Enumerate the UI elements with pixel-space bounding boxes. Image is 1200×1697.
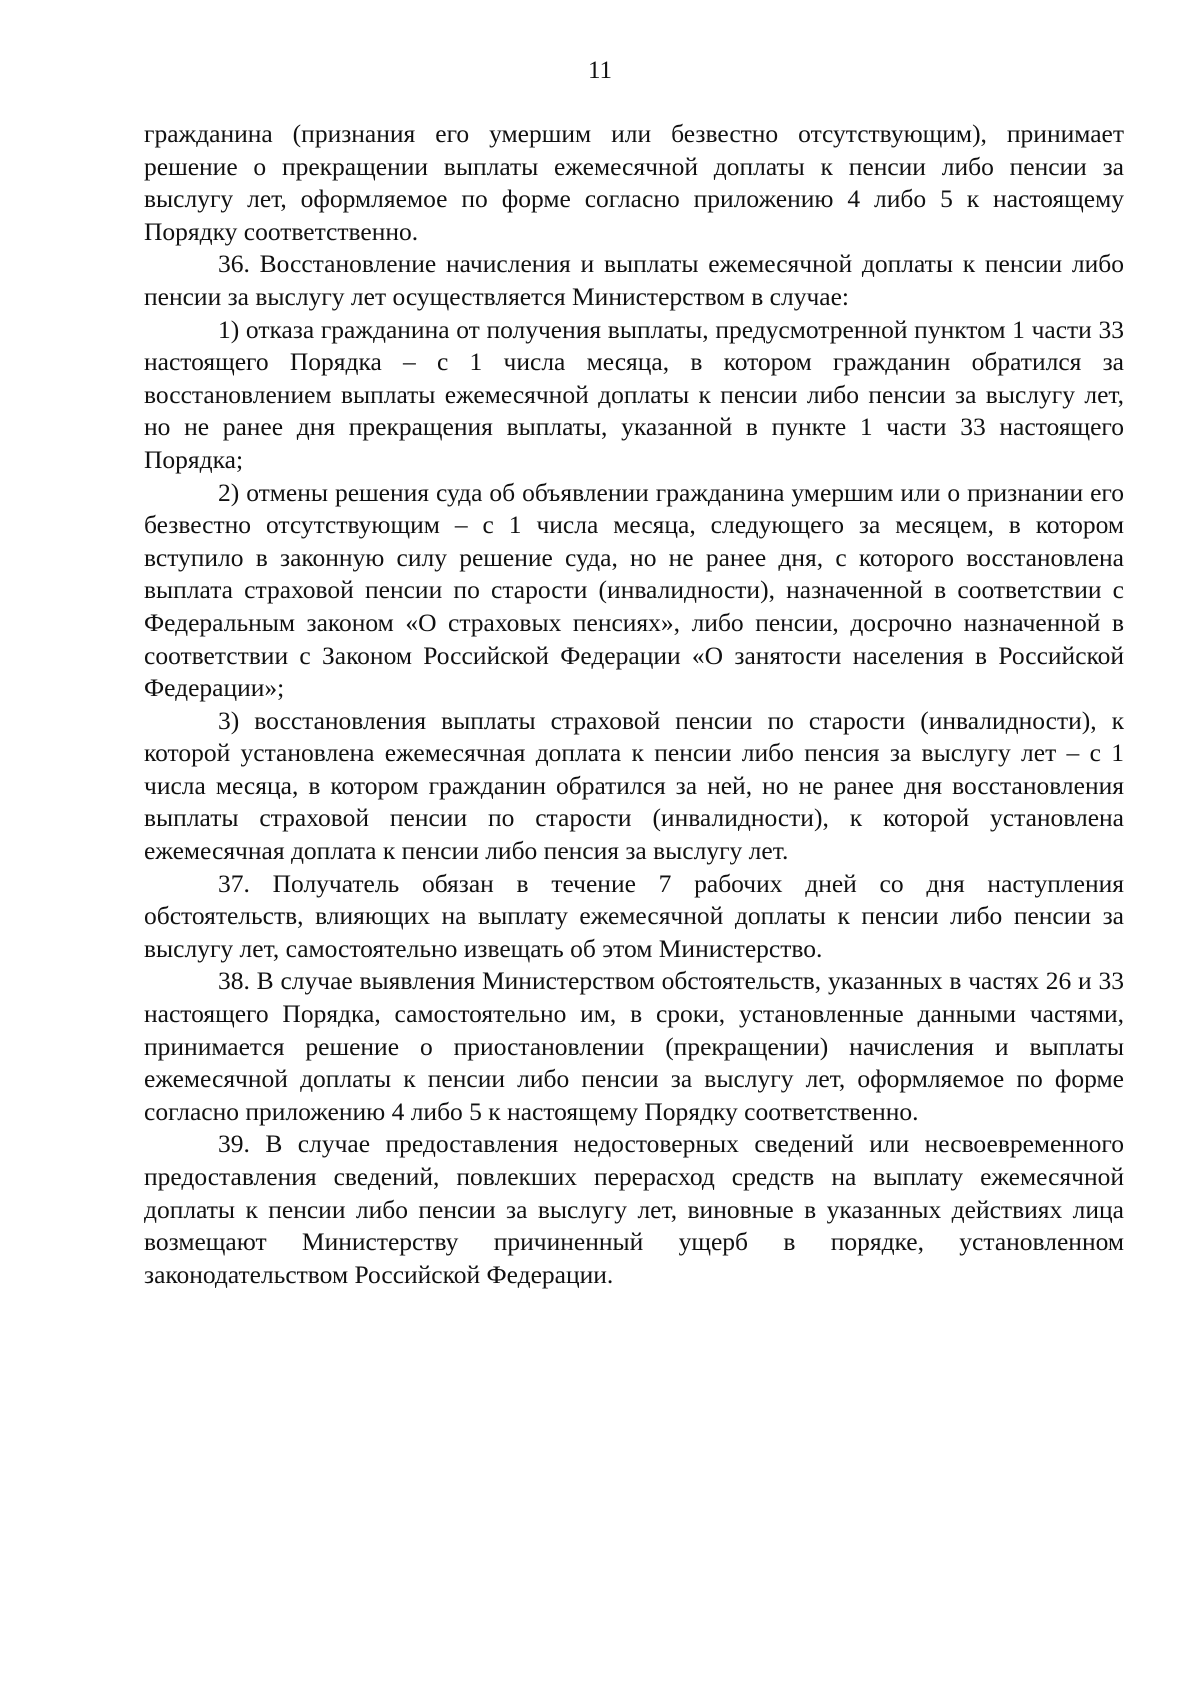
- paragraph-continuation: гражданина (признания его умершим или безвестно отсутствующим), принимает решение о прекращении выплаты ежемесячной доплаты к пенсии либо пенсии за выслугу лет, оформляемое по форме согласно приложению 4 либо 5 к настоящему Порядку соответственно.: [144, 119, 1124, 246]
- paragraph-37: 37. Получатель обязан в течение 7 рабочих дней со дня наступления обстоятельств, влияющих на выплату ежемесячной доплаты к пенсии либо пенсии за выслугу лет, самостоятельно извещать об этом Министерство.: [144, 868, 1124, 963]
- paragraph-38: 38. В случае выявления Министерством обстоятельств, указанных в частях 26 и 33 настоящего Порядка, самостоятельно им, в сроки, установленные данными частями, принимается решение о приостановлении (прекращении) начисления и выплаты ежемесячной доплаты к пенсии либо пенсии за выслугу лет, оформляемое по форме согласно приложению 4 либо 5 к настоящему Порядку соответственно.: [144, 966, 1124, 1126]
- paragraph-39: 39. В случае предоставления недостоверных сведений или несвоевременного предоставления сведений, повлекших перерасход средств на выплату ежемесячной доплаты к пенсии либо пенсии за выслугу лет, виновные в указанных действиях лица возмещают Министерству причиненный ущерб в порядке, установленном законодательством Российской Федерации.: [144, 1129, 1124, 1289]
- page-number: 11: [587, 57, 613, 84]
- paragraph-36-item-2: 2) отмены решения суда об объявлении гражданина умершим или о признании его безвестно отсутствующим – с 1 числа месяца, следующего за месяцем, в котором вступило в законную силу решение суда, но не ранее дня, с которого восстановлена выплата страховой пенсии по старости (инвалидности), назначенной в соответствии с Федеральным законом «О страховых пенсиях», либо пенсии, досрочно назначенной в соответствии с Законом Российской Федерации «О занятости населения в Российской Федерации»;: [144, 477, 1124, 703]
- paragraph-36-item-1: 1) отказа гражданина от получения выплаты, предусмотренной пунктом 1 части 33 настоящего Порядка – с 1 числа месяца, в котором гражданин обратился за восстановлением выплаты ежемесячной доплаты к пенсии либо пенсии за выслугу лет, но не ранее дня прекращения выплаты, указанной в пункте 1 части 33 настоящего Порядка;: [144, 314, 1124, 474]
- paragraph-36: 36. Восстановление начисления и выплаты ежемесячной доплаты к пенсии либо пенсии за выслугу лет осуществляется Министерством в случае:: [144, 249, 1124, 311]
- document-body: [144, 118, 1124, 1291]
- paragraph-36-item-3: 3) восстановления выплаты страховой пенсии по старости (инвалидности), к которой установлена ежемесячная доплата к пенсии либо пенсия за выслугу лет – с 1 числа месяца, в котором гражданин обратился за ней, но не ранее дня восстановления выплаты страховой пенсии по старости (инвалидности), к которой установлена ежемесячная доплата к пенсии либо пенсия за выслугу лет.: [144, 705, 1124, 866]
